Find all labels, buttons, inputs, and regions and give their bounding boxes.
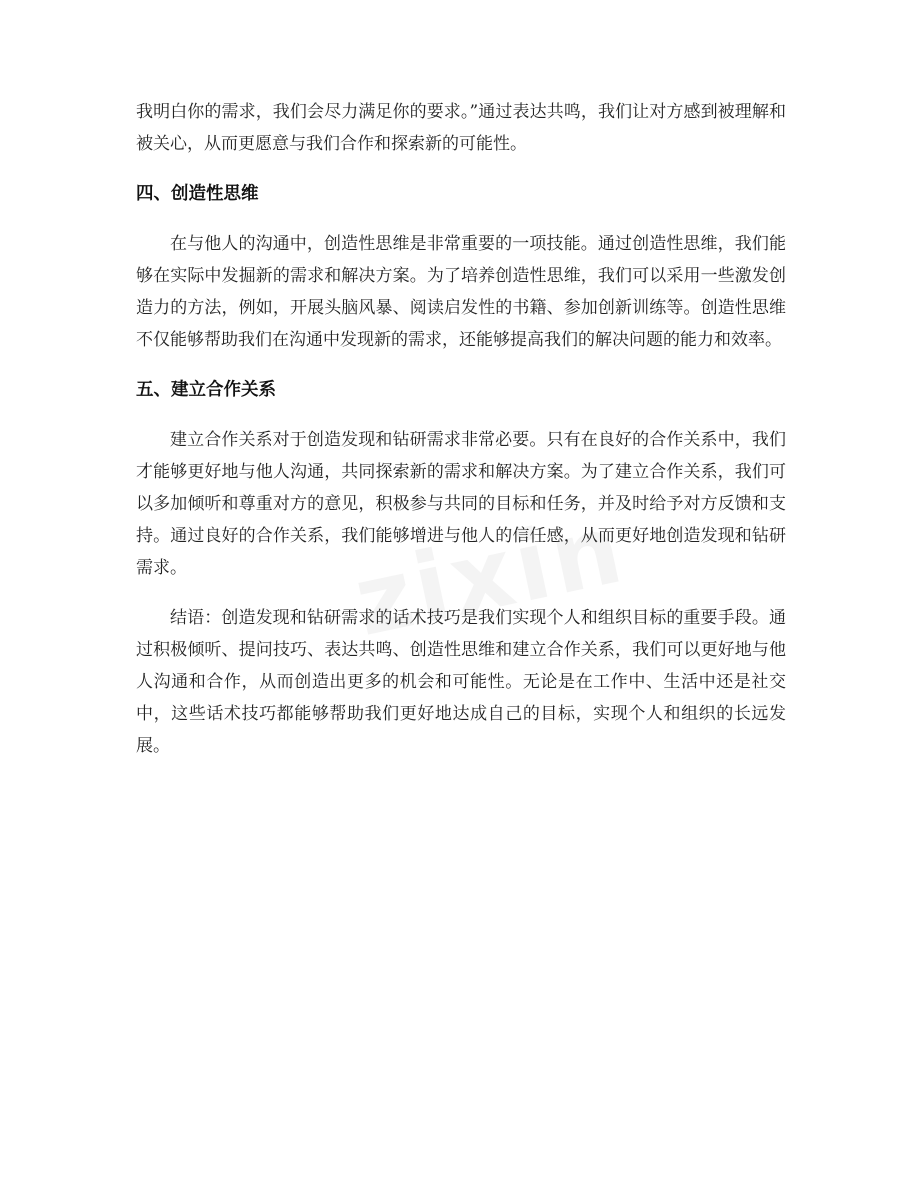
- document-page: [136, 96, 786, 762]
- conclusion-paragraph: 结语：创造发现和钻研需求的话术技巧是我们实现个人和组织目标的重要手段。通过积极倾听、提问技巧、表达共鸣、创造性思维和建立合作关系，我们可以更好地与他人沟通和合作，从而创造出更多的机会和可能性。无论是在工作中、生活中还是社交中，这些话术技巧都能够帮助我们更好地达成自己的目标，实现个人和组织的长远发展。: [136, 608, 786, 756]
- section-body-cooperation: 建立合作关系对于创造发现和钻研需求非常必要。只有在良好的合作关系中，我们才能够更好地与他人沟通，共同探索新的需求和解决方案。为了建立合作关系，我们可以多加倾听和尊重对方的意见，积极参与共同的目标和任务，并及时给予对方反馈和支持。通过良好的合作关系，我们能够增进与他人的信任感，从而更好地创造发现和钻研需求。: [136, 430, 786, 578]
- section-heading-cooperation: 五、建立合作关系: [136, 380, 276, 400]
- section-body-creative-thinking: 在与他人的沟通中，创造性思维是非常重要的一项技能。通过创造性思维，我们能够在实际中发掘新的需求和解决方案。为了培养创造性思维，我们可以采用一些激发创造力的方法，例如，开展头脑风暴、阅读启发性的书籍、参加创新训练等。创造性思维不仅能够帮助我们在沟通中发现新的需求，还能够提高我们的解决问题的能力和效率。: [136, 234, 786, 350]
- intro-paragraph: 我明白你的需求，我们会尽力满足你的要求。”通过表达共鸣，我们让对方感到被理解和被关心，从而更愿意与我们合作和探索新的可能性。: [136, 102, 786, 154]
- section-heading-creative-thinking: 四、创造性思维: [136, 184, 259, 204]
